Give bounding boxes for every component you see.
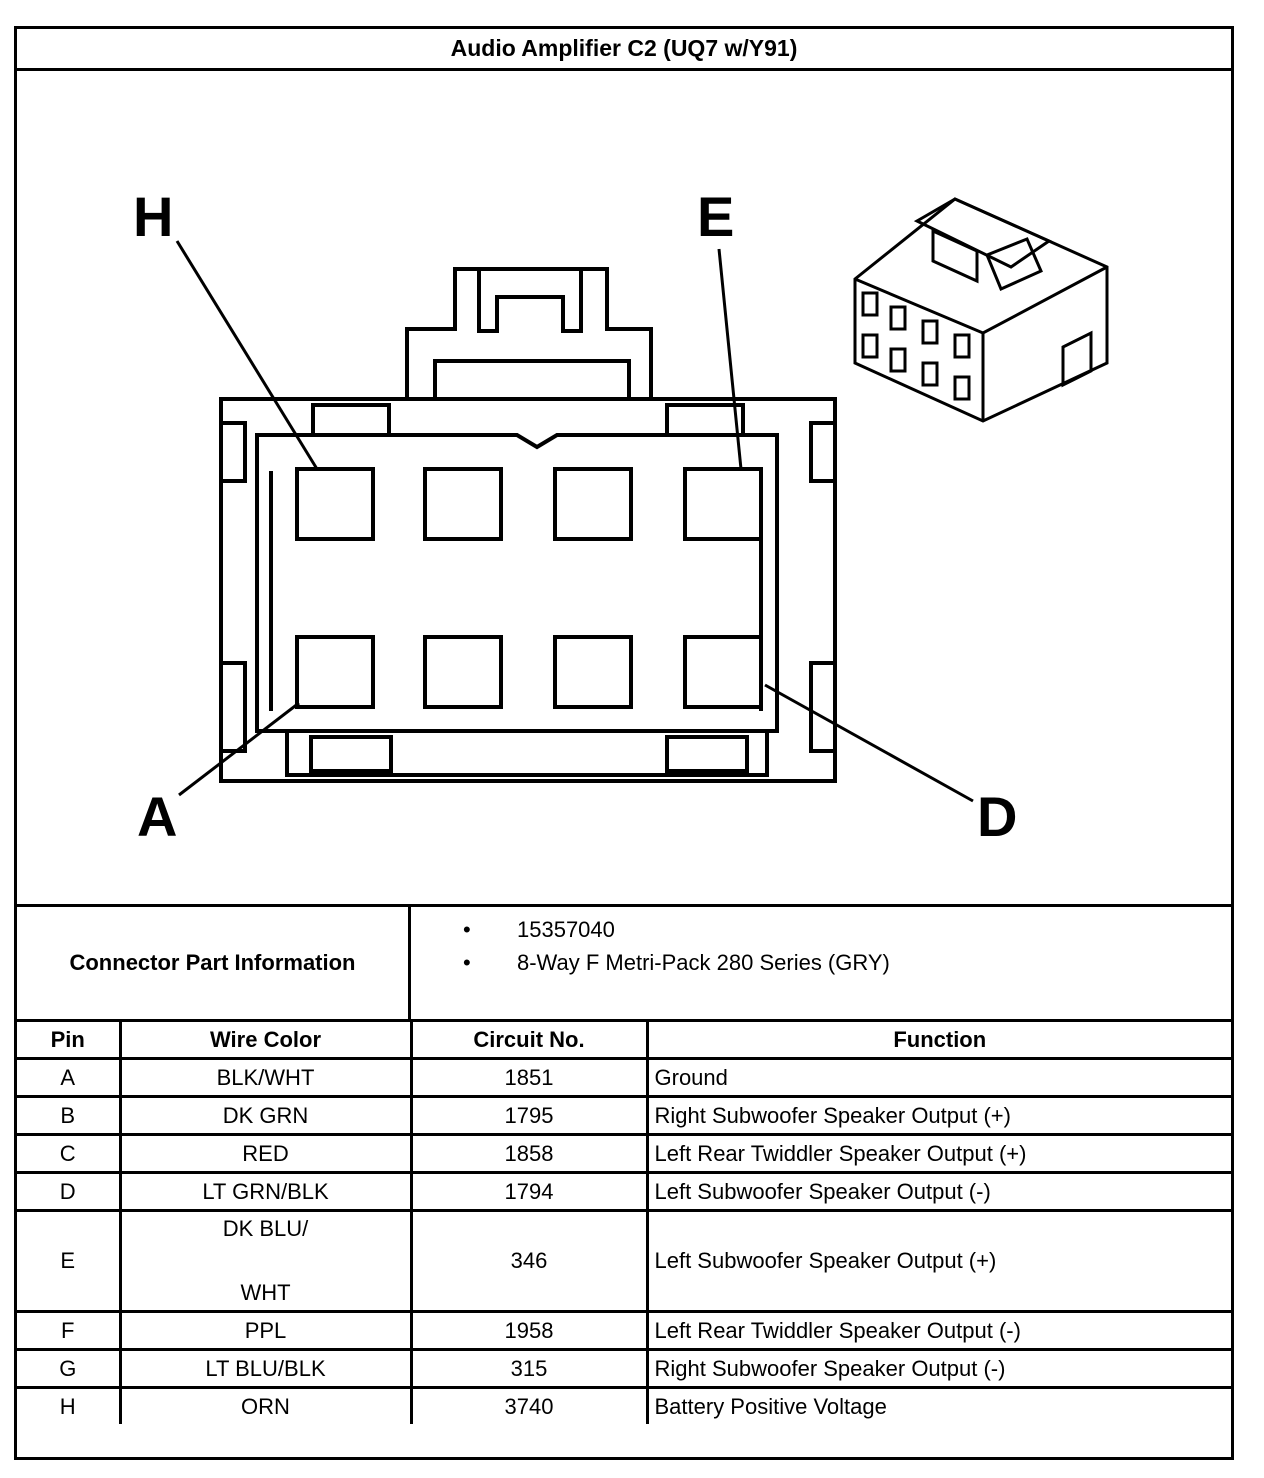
wire-color-cell: LT GRN/BLK — [120, 1173, 411, 1211]
connector-diagram — [17, 71, 1231, 904]
wire-color-cell: DK GRN — [120, 1097, 411, 1135]
diagram-frame — [14, 26, 1234, 1460]
pin-label-h: H — [133, 185, 174, 248]
table-row — [17, 1173, 1231, 1211]
circuit-cell: 1794 — [411, 1173, 647, 1211]
function-cell: Left Subwoofer Speaker Output (+) — [647, 1211, 1231, 1312]
pin-cell: G — [17, 1350, 120, 1388]
circuit-cell: 315 — [411, 1350, 647, 1388]
wire-color-cell: BLK/WHT — [120, 1059, 411, 1097]
table-row — [17, 1350, 1231, 1388]
table-row — [17, 1097, 1231, 1135]
connector-face-drawing — [17, 71, 1231, 904]
circuit-cell: 1858 — [411, 1135, 647, 1173]
wire-color-line-2: WHT — [240, 1280, 291, 1305]
function-cell: Right Subwoofer Speaker Output (-) — [647, 1350, 1231, 1388]
pin-cell: A — [17, 1059, 120, 1097]
circuit-cell: 1795 — [411, 1097, 647, 1135]
connector-info-list — [411, 913, 890, 979]
pinout-table — [17, 1022, 1231, 1424]
wire-color-cell — [120, 1211, 411, 1312]
connector-3d-icon — [855, 199, 1107, 421]
pin-label-e: E — [697, 185, 735, 248]
header-pin: Pin — [17, 1022, 120, 1059]
header-circuit-no: Circuit No. — [411, 1022, 647, 1059]
pin-label-a: A — [137, 785, 178, 848]
table-row — [17, 1135, 1231, 1173]
wire-color-line-1: DK BLU/ — [222, 1216, 309, 1241]
connector-part-information — [17, 904, 1231, 1022]
pin-cell: B — [17, 1097, 120, 1135]
circuit-cell: 1851 — [411, 1059, 647, 1097]
pin-cell: E — [17, 1211, 120, 1312]
function-cell: Battery Positive Voltage — [647, 1388, 1231, 1425]
function-cell: Left Rear Twiddler Speaker Output (-) — [647, 1312, 1231, 1350]
function-cell: Left Subwoofer Speaker Output (-) — [647, 1173, 1231, 1211]
page-title: Audio Amplifier C2 (UQ7 w/Y91) — [17, 29, 1231, 71]
circuit-cell: 346 — [411, 1211, 647, 1312]
pin-cell: H — [17, 1388, 120, 1425]
table-row — [17, 1312, 1231, 1350]
wire-color-cell: LT BLU/BLK — [120, 1350, 411, 1388]
connector-info-label: Connector Part Information — [17, 907, 411, 1019]
table-row — [17, 1211, 1231, 1312]
table-row — [17, 1388, 1231, 1425]
wire-color-cell: PPL — [120, 1312, 411, 1350]
circuit-cell: 1958 — [411, 1312, 647, 1350]
function-cell: Left Rear Twiddler Speaker Output (+) — [647, 1135, 1231, 1173]
wire-color-cell: ORN — [120, 1388, 411, 1425]
function-cell: Ground — [647, 1059, 1231, 1097]
header-function: Function — [647, 1022, 1231, 1059]
pin-cell: D — [17, 1173, 120, 1211]
wire-color-cell: RED — [120, 1135, 411, 1173]
header-wire-color: Wire Color — [120, 1022, 411, 1059]
circuit-cell: 3740 — [411, 1388, 647, 1425]
function-cell: Right Subwoofer Speaker Output (+) — [647, 1097, 1231, 1135]
connector-series: • 8-Way F Metri-Pack 280 Series (GRY) — [411, 946, 890, 979]
part-number: • 15357040 — [411, 913, 890, 946]
pin-cell: C — [17, 1135, 120, 1173]
pin-cell: F — [17, 1312, 120, 1350]
pin-label-d: D — [977, 785, 1018, 848]
table-header-row — [17, 1022, 1231, 1059]
table-row — [17, 1059, 1231, 1097]
